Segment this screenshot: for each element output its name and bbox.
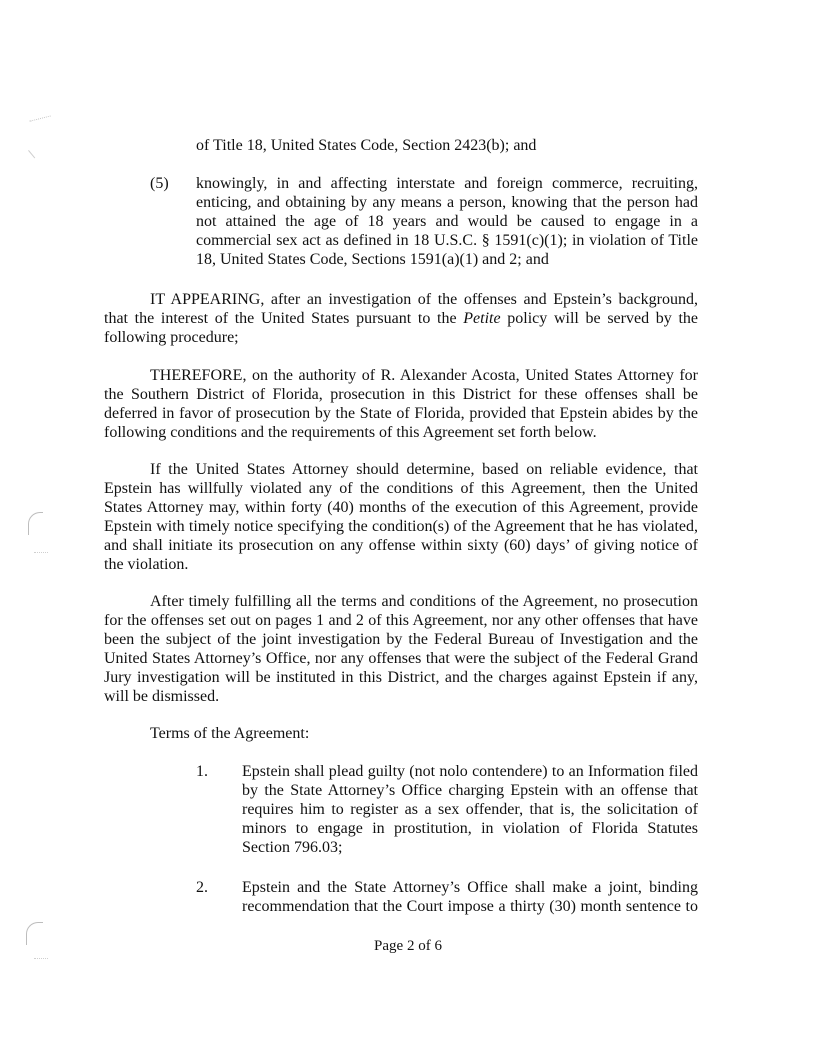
petite-italic: Petite — [463, 310, 501, 327]
item-5-number: (5) — [150, 175, 169, 192]
fulfilling-paragraph: After timely fulfilling all the terms and conditions of the Agreement, no prosecution for the offenses set out on pages 1 and 2 of this Agreement, nor any other offenses that have been the subject of the joint investigation by the Federal Bureau of Investigation and the United States Attorney’s Office, nor any offenses that were the subject of the Federal Grand Jury investigation will be instituted in this District, and the charges against Epstein if any, will be dismissed. — [104, 593, 698, 705]
determine-paragraph: If the United States Attorney should determine, based on reliable evidence, that Epstein has willfully violated any of the conditions of this Agreement, then the United States Attorney may, within forty (40) months of the execution of this Agreement, provide Epstein with timely notice specifying the condition(s) of the Agreement that he has violated, and shall initiate its prosecution on any offense within sixty (60) days’ of giving notice of the violation. — [104, 461, 698, 573]
term-1-number: 1. — [196, 763, 208, 780]
therefore-paragraph: THEREFORE, on the authority of R. Alexander Acosta, United States Attorney for the Southern District of Florida, prosecution in this District for these offenses shall be deferred in favor of prosecution by the State of Florida, provided that Epstein abides by the following conditions and the requirements of this Agreement set forth below. — [104, 367, 698, 441]
term-1-text: Epstein shall plead guilty (not nolo contendere) to an Information filed by the State Attorney’s Office charging Epstein with an offense that requires him to register as a sex offender, that is, the solicitation of minors to engage in prostitution, in violation of Florida Statutes Section 796.03; — [242, 763, 698, 856]
it-appearing-text-after: policy will be served by the following procedure; — [104, 310, 698, 346]
item-5-text: knowingly, in and affecting interstate and foreign commerce, recruiting, enticing, and obtaining by any means a person, knowing that the person had not attained the age of 18 years and would be caused to engage in a commercial sex act as defined in 18 U.S.C. § 1591(c)(1); in violation of Title 18, United States Code, Sections 1591(a)(1) and 2; and — [196, 175, 698, 268]
it-appearing-paragraph — [104, 290, 698, 347]
continuation-line: of Title 18, United States Code, Section 2423(b); and — [196, 137, 537, 154]
term-2-number: 2. — [196, 879, 208, 896]
page-footer: Page 2 of 6 — [374, 938, 442, 954]
it-appearing-text-before: IT APPEARING, after an investigation of the offenses and Epstein’s background, that the interest of the United States pursuant to the — [104, 291, 698, 327]
term-2-text: Epstein and the State Attorney’s Office shall make a joint, binding recommendation that the Court impose a thirty (30) month sentence to — [242, 879, 698, 915]
terms-heading: Terms of the Agreement: — [150, 725, 310, 742]
